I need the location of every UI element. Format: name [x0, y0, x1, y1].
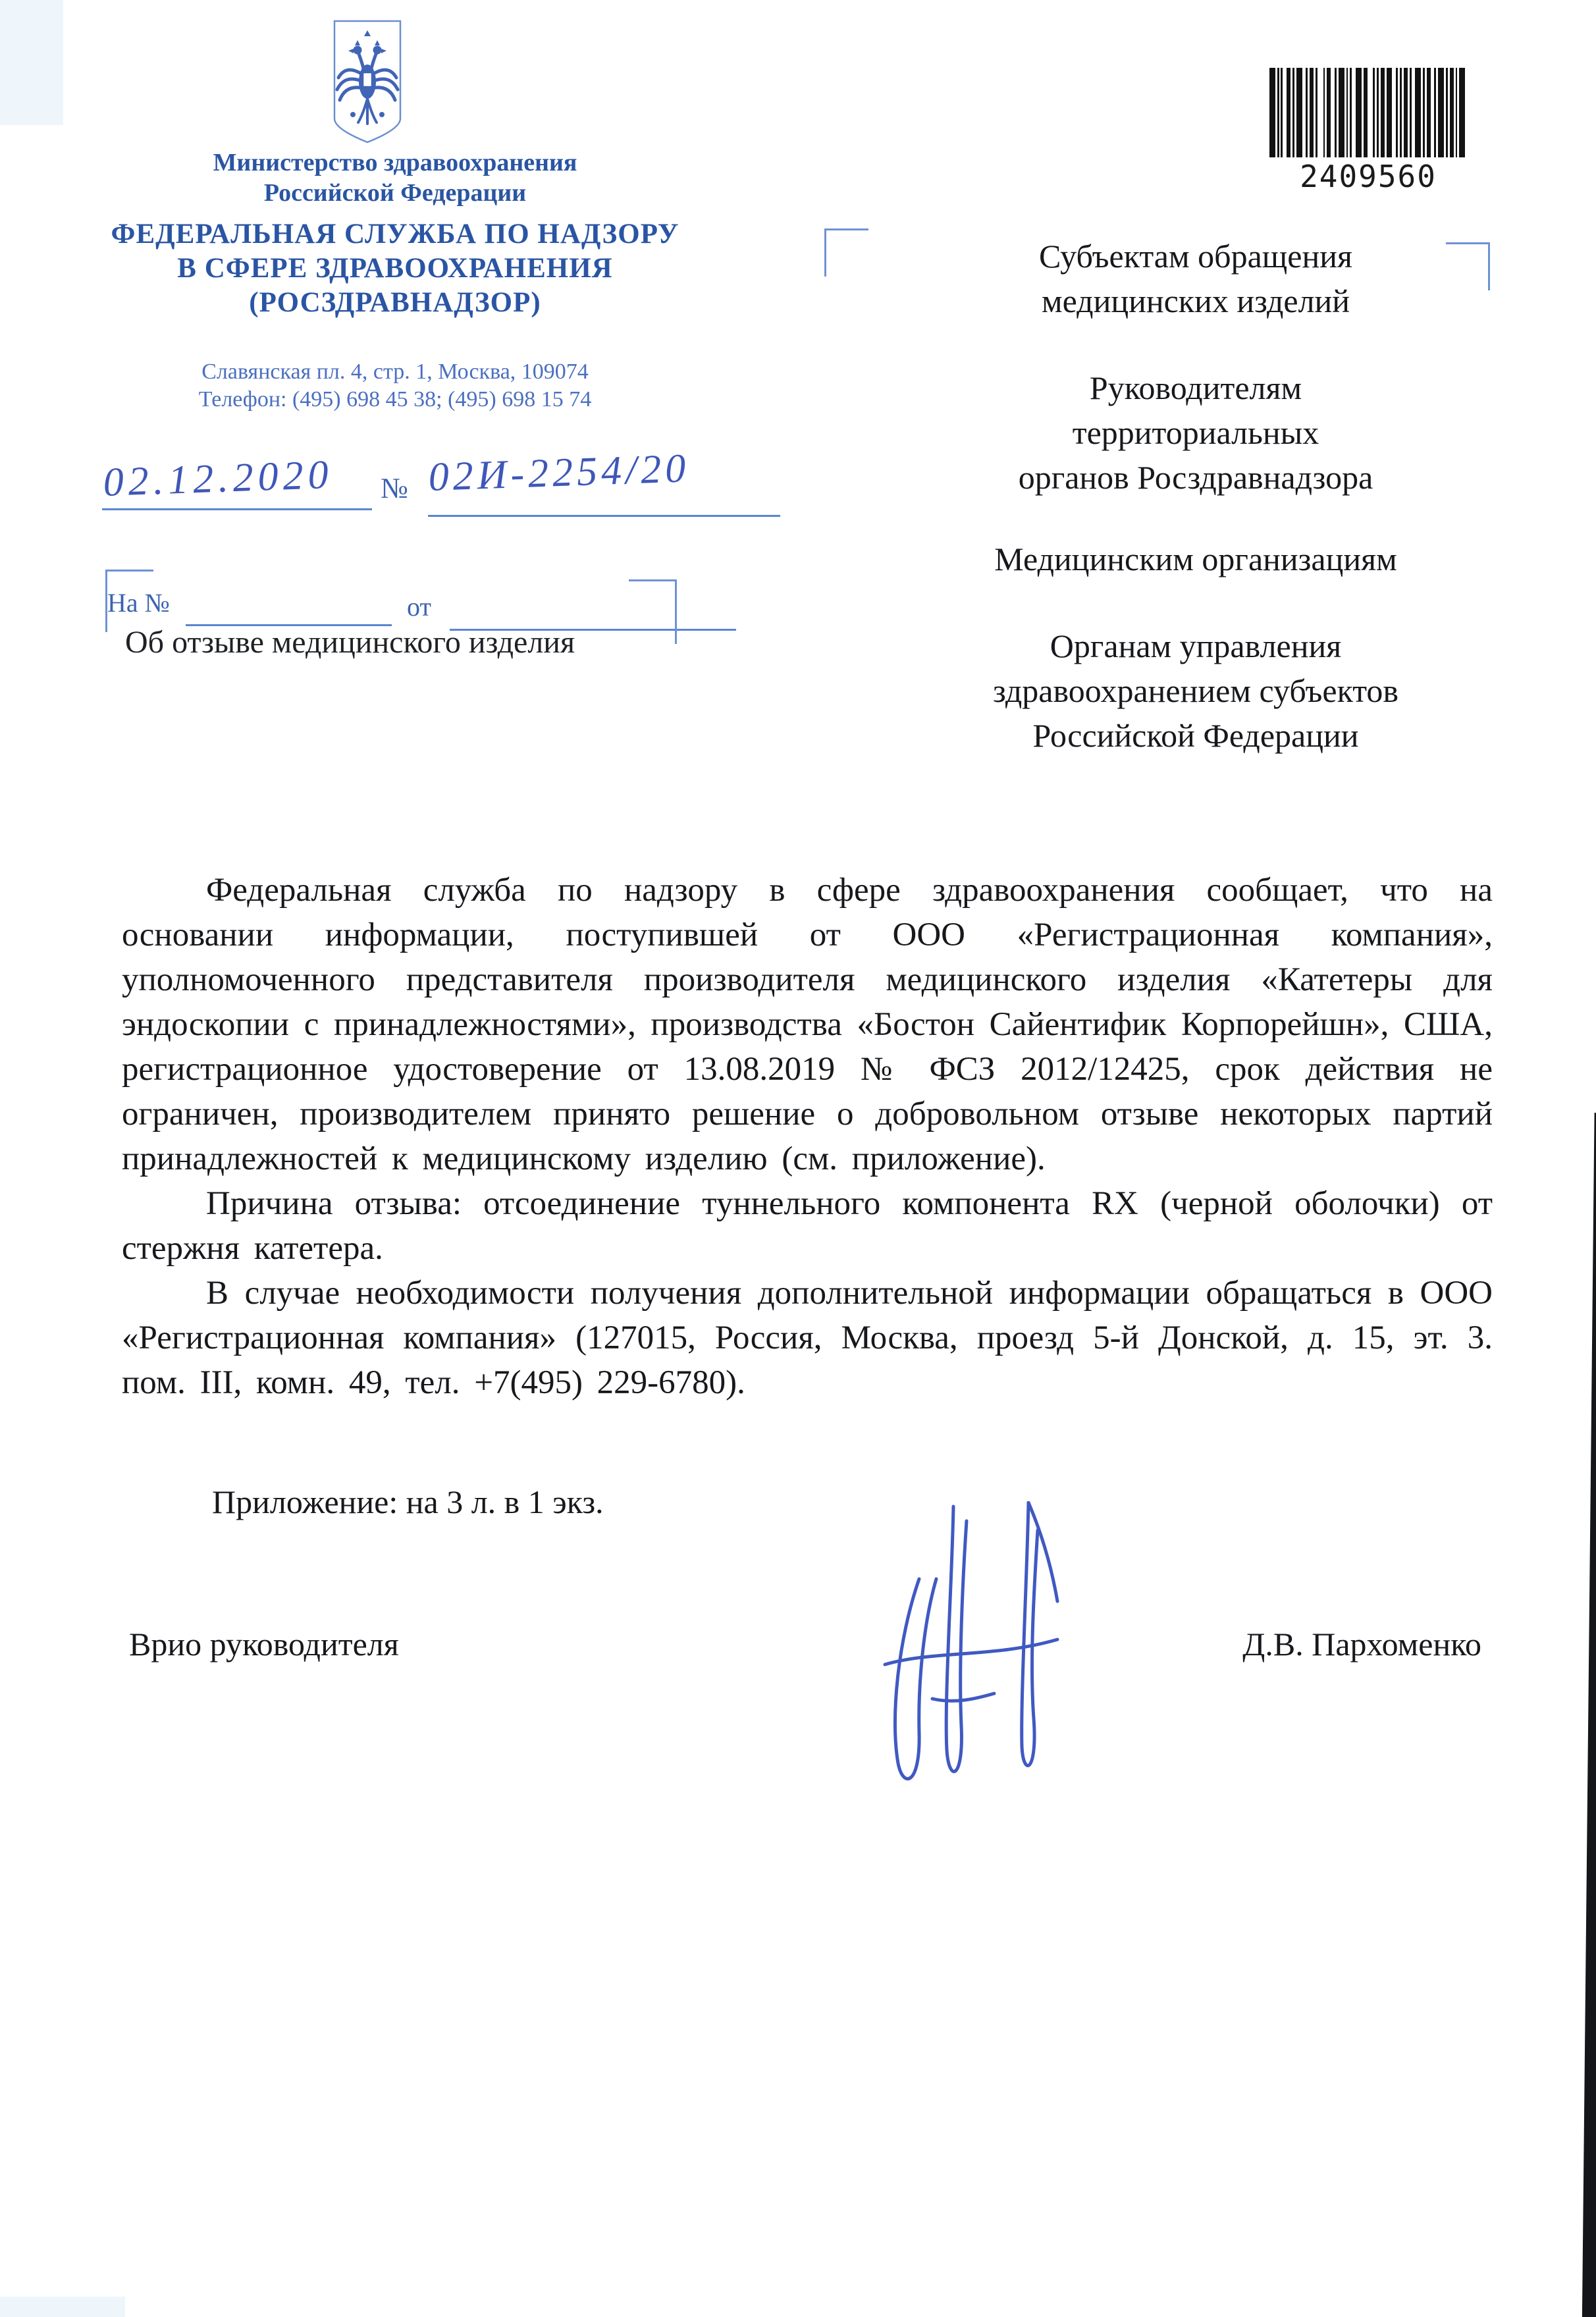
letter-body: [122, 868, 1493, 1405]
addressee-group: [909, 537, 1483, 581]
signer-position: Врио руководителя: [129, 1626, 399, 1663]
addressee-line: органов Росздравнадзора: [1018, 459, 1373, 496]
ministry-line: Российской Федерации: [263, 179, 527, 207]
addressee-group: [909, 624, 1483, 758]
address-line: Телефон: (495) 698 45 38; (495) 698 15 74: [198, 387, 592, 412]
barcode-icon: [1269, 68, 1467, 157]
body-paragraph: Причина отзыва: отсоединение туннельного компонента RX (черной оболочки) от стержня катетера.: [122, 1185, 1493, 1267]
barcode: [1269, 68, 1467, 194]
subject-line: Об отзыве медицинского изделия: [125, 625, 575, 660]
addressee-line: территориальных: [1072, 414, 1319, 451]
reply-number-label: На №: [107, 588, 170, 618]
addressee-line: Российской Федерации: [1032, 717, 1359, 754]
reply-from-label: от: [407, 592, 431, 622]
coat-of-arms-icon: [328, 16, 407, 147]
addressee-line: медицинских изделий: [1041, 282, 1350, 319]
addressee-line: Медицинским организациям: [994, 541, 1397, 577]
handwritten-date: 02.12.2020: [102, 452, 334, 506]
handwritten-signature: [856, 1501, 1073, 1811]
addressee-line: Органам управления: [1050, 627, 1342, 664]
addressee-group: [909, 234, 1483, 323]
number-sign: №: [381, 472, 408, 504]
service-line: В СФЕРЕ ЗДРАВООХРАНЕНИЯ: [177, 253, 613, 284]
service-line: (РОСЗДРАВНАДЗОР): [249, 287, 541, 318]
service-line: ФЕДЕРАЛЬНАЯ СЛУЖБА ПО НАДЗОРУ: [111, 219, 679, 250]
scan-edge-artifact: [1580, 1113, 1596, 2317]
barcode-number: 2409560: [1300, 159, 1437, 194]
attachment-note: Приложение: на 3 л. в 1 экз.: [212, 1483, 604, 1520]
service-name: [86, 217, 705, 320]
addressee-line: здравоохранением субъектов: [992, 672, 1399, 709]
body-paragraph: Федеральная служба по надзору в сфере здравоохранения сообщает, что на основании информации, поступившей от ООО «Регистрационная компания», уполномоченного представителя производителя медицинского изделия «Катетеры для эндоскопии с принадлежностями», производства «Бостон Сайентифик Корпорейшн», США, регистрационное удостоверение от 13.08.2019 № ФСЗ 2012/12425, срок действия не ограничен, производителем принято решение о добровольном отзыве некоторых партий принадлежностей к медицинскому изделию (см. приложение).: [122, 872, 1493, 1177]
corner-mark: [629, 579, 677, 644]
addressee-line: Субъектам обращения: [1039, 238, 1352, 275]
handwritten-number: 02И-2254/20: [427, 446, 691, 500]
corner-mark: [105, 570, 153, 632]
postal-address: [86, 358, 705, 413]
scan-tint: [0, 2297, 125, 2317]
date-underline: [102, 508, 372, 510]
ministry-name: [86, 147, 705, 208]
ministry-line: Министерство здравоохранения: [213, 149, 577, 176]
body-paragraph: В случае необходимости получения дополнительной информации обращаться в ООО «Регистрационная компания» (127015, Россия, Москва, проезд 5-й Донской, д. 15, эт. 3. пом. III, комн. 49, тел. +7(495) 229-6780).: [122, 1275, 1493, 1401]
number-underline: [428, 515, 780, 517]
addressee-group: [909, 365, 1483, 500]
signer-name: Д.В. Пархоменко: [1242, 1626, 1481, 1663]
corner-mark: [824, 228, 868, 277]
address-line: Славянская пл. 4, стр. 1, Москва, 109074: [201, 360, 589, 384]
addressee-line: Руководителям: [1089, 369, 1302, 406]
scan-tint: [0, 0, 63, 125]
